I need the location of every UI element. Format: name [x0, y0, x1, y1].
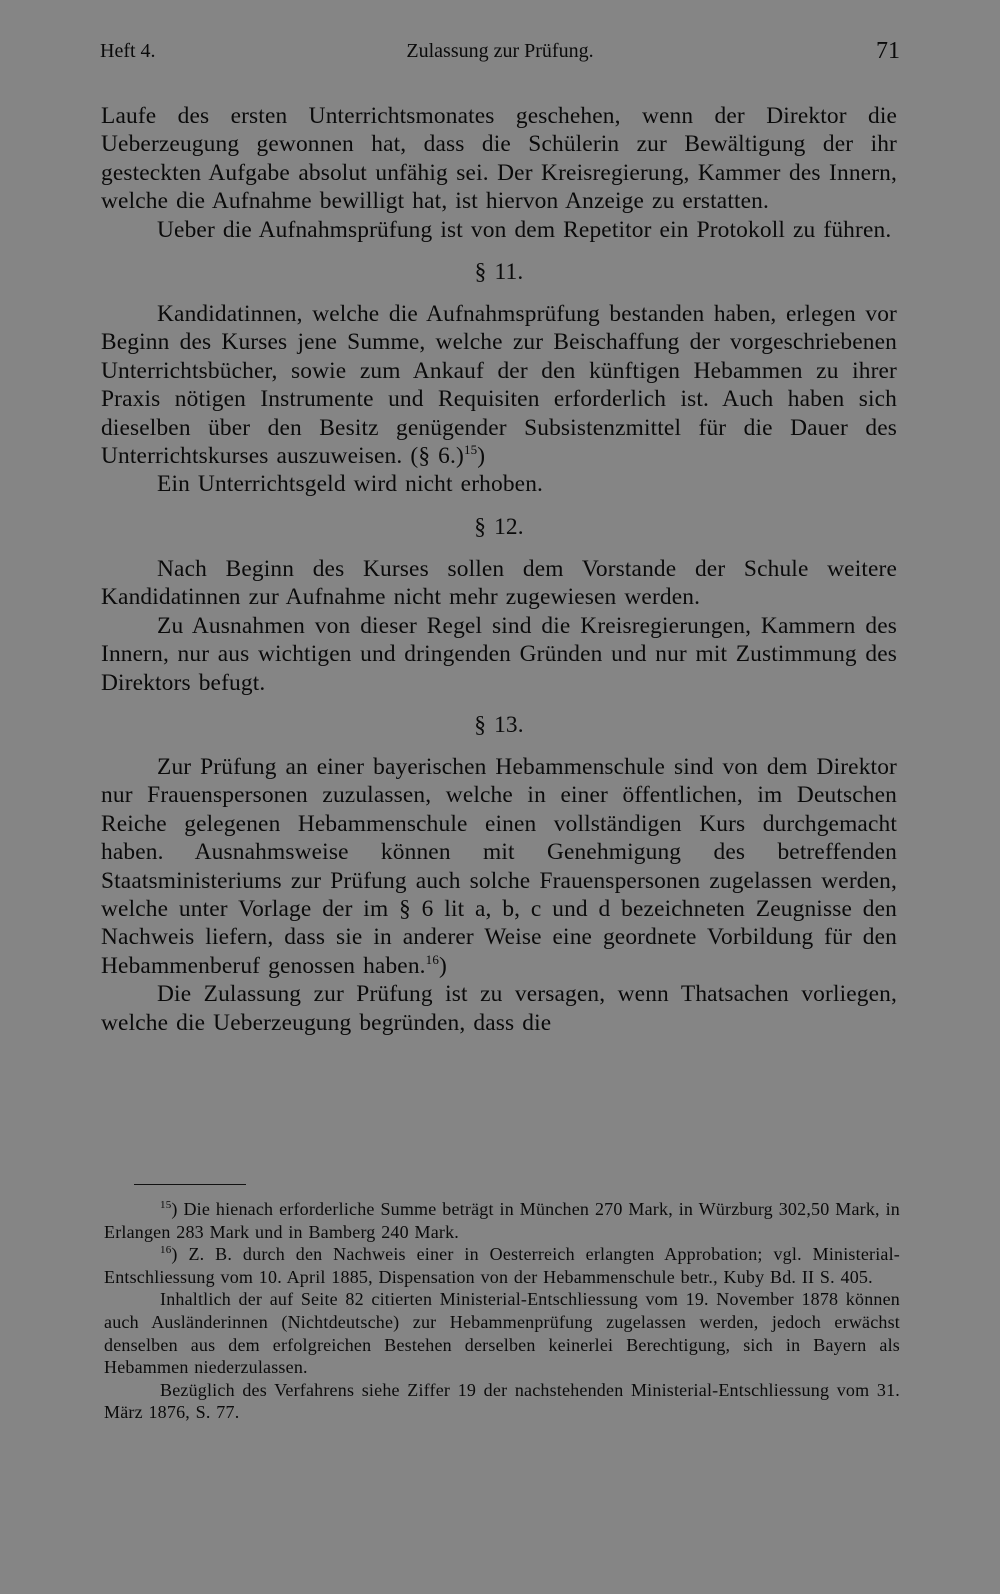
- paragraph: Ein Unterrichtsgeld wird nicht erhoben.: [157, 471, 544, 498]
- footnote-reference: 15: [463, 442, 478, 458]
- footnotes: [104, 1198, 900, 1424]
- running-head: [100, 40, 900, 70]
- footnote-rule: [134, 1184, 246, 1185]
- paragraph: Die Zulassung zur Prüfung ist zu versagen, wenn Thatsachen vorliegen, welche die Ueberzeugung begründen, dass die: [101, 981, 897, 1036]
- footnote: [104, 1198, 900, 1243]
- paragraph: [101, 753, 897, 980]
- page-number: 71: [876, 38, 900, 64]
- footnote: [104, 1243, 900, 1288]
- section-heading: § 11.: [474, 259, 524, 286]
- paragraph: Laufe des ersten Unterrichtsmonates geschehen, wenn der Direktor die Ueberzeugung gewonnen hat, dass die Schülerin zur Bewältigung der ihr gesteckten Aufgabe absolut unfähig sei. Der Kreisregierung, Kammer des Innern, welche die Aufnahme bewilligt hat, ist hiervon Anzeige zu erstatten.: [101, 103, 897, 215]
- footnote-mark: 16: [160, 1244, 172, 1257]
- issue-label: Heft 4.: [100, 40, 156, 62]
- footnote-text: ) Z. B. durch den Nachweis einer in Oesterreich erlangten Approbation; vgl. Ministerial-Entschliessung vom 10. April 1885, Dispensation von der Hebammenschule betr., Kuby Bd. II S. 405.: [104, 1244, 900, 1287]
- paragraph-text: Kandidatinnen, welche die Aufnahmsprüfung bestanden haben, erlegen vor Beginn des Kurses jene Summe, welche zur Beischaffung der vorgeschriebenen Unterrichtsbücher, sowie zum Ankauf der den künftigen Hebammen zu ihrer Praxis nötigen Instrumente und Requisiten erforderlich ist. Auch haben sich dieselben über den Besitz genügender Subsistenzmittel für die Dauer des Unterrichtskurses auszuweisen. (§ 6.): [101, 301, 897, 470]
- paragraph: Nach Beginn des Kurses sollen dem Vorstande der Schule weitere Kandidatinnen zur Aufnahme nicht mehr zugewiesen werden.: [101, 555, 897, 611]
- footnote-paragraph: Bezüglich des Verfahrens siehe Ziffer 19 der nachstehenden Ministerial-Entschliessung vom 31. März 1876, S. 77.: [104, 1379, 900, 1423]
- paragraph-text: Zur Prüfung an einer bayerischen Hebammenschule sind von dem Direktor nur Frauenspersonen zuzulassen, welche in einer öffentlichen, im Deutschen Reiche gelegenen Hebammenschule einen vollständigen Kurs durchgemacht haben. Ausnahmsweise können mit Genehmigung des betreffenden Staatsministeriums zur Prüfung auch solche Frauenspersonen zugelassen werden, welche unter Vorlage der im § 6 lit a, b, c und d bezeichneten Zeugnisse den Nachweis liefern, dass sie in anderer Weise eine geordnete Vorbildung für den Hebammenberuf genossen haben.: [101, 753, 897, 979]
- running-title: Zulassung zur Prüfung.: [406, 40, 594, 62]
- footnote-text: ) Die hienach erforderliche Summe beträgt in München 270 Mark, in Würzburg 302,50 Mark, in Erlangen 283 Mark und in Bamberg 240 Mark.: [104, 1199, 900, 1242]
- section-heading: § 13.: [474, 711, 524, 738]
- footnote-reference: 16: [425, 951, 439, 967]
- paragraph-text: ): [477, 443, 486, 470]
- paragraph: Ueber die Aufnahmsprüfung ist von dem Repetitor ein Protokoll zu führen.: [157, 216, 892, 243]
- section-heading: § 12.: [474, 513, 524, 540]
- paragraph: [101, 300, 897, 470]
- paragraph: Zu Ausnahmen von dieser Regel sind die Kreisregierungen, Kammern des Innern, nur aus wichtigen und dringenden Gründen und nur mit Zustimmung des Direktors befugt.: [101, 612, 897, 696]
- paragraph-text: ): [438, 952, 447, 979]
- footnote-paragraph: Inhaltlich der auf Seite 82 citierten Ministerial-Entschliessung vom 19. November 1878 können auch Ausländerinnen (Nichtdeutsche) zur Hebammenprüfung zugelassen werden, jedoch erwächst denselben aus dem erfolgreichen Bestehen derselben keinerlei Berechtigung, sich in Bayern als Hebammen niederzulassen.: [104, 1289, 900, 1378]
- main-text: [101, 102, 897, 1037]
- footnote-mark: 15: [160, 1199, 172, 1211]
